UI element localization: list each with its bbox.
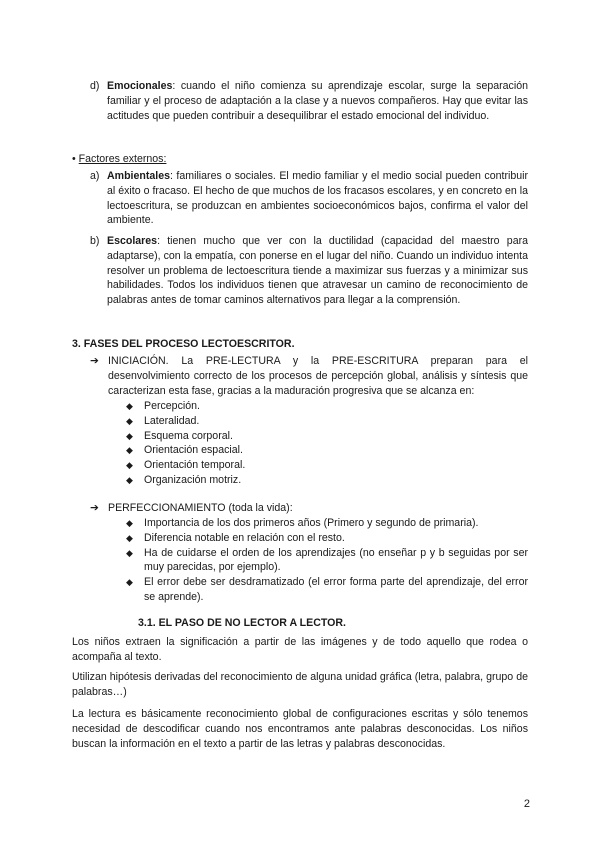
list-item (126, 399, 526, 414)
term-ambientales: Ambientales (107, 170, 170, 182)
diamond-icon: ◆ (126, 401, 133, 411)
item-text: Ha de cuidarse el orden de los aprendizajes (no enseñar p y b seguidas por ser muy parecidas, por ejemplo). (144, 546, 528, 574)
list-item (126, 443, 526, 458)
diamond-icon: ◆ (126, 474, 133, 485)
item-text: Lateralidad. (144, 414, 200, 427)
item-text: Esquema corporal. (144, 429, 233, 442)
phase-perfeccionamiento (90, 501, 528, 516)
item-text: El error debe ser desdramatizado (el error forma parte del aprendizaje, del error se aprende). (144, 576, 528, 603)
paragraph: Utilizan hipótesis derivadas del reconocimiento de alguna unidad gráfica (letra, palabra, grupo de palabras…) (72, 671, 528, 698)
phase-iniciacion (90, 354, 528, 398)
list-item (126, 414, 526, 429)
paragraph: Los niños extraen la significación a partir de las imágenes y de todo aquello que rodea o acompaña al texto. (72, 636, 528, 663)
diamond-icon: ◆ (126, 460, 133, 471)
list-item (126, 429, 526, 444)
list-marker: b) (90, 235, 100, 247)
list-item (126, 546, 528, 576)
list-item-ambientales (90, 169, 528, 228)
bullet-icon: • (72, 153, 76, 165)
diamond-icon: ◆ (126, 547, 133, 558)
list-item (126, 473, 526, 488)
list-item (126, 575, 528, 605)
list-marker: d) (90, 80, 100, 92)
diamond-icon: ◆ (126, 577, 133, 588)
item-text: : familiares o sociales. El medio familiar y el medio social pueden contribuir al éxito o fracaso. El hecho de que muchos de los fracasos escolares, y en concreto en la lectoescritura, se produzcan en ambientes socioeconómicos bajos, confirma el valor del ambiente. (107, 170, 528, 227)
term-emocionales: Emocionales (107, 80, 173, 92)
list-item-emocionales (90, 79, 528, 123)
diamond-icon: ◆ (126, 415, 133, 426)
list-marker: a) (90, 170, 100, 182)
item-text: Organización motriz. (144, 473, 242, 486)
list-item (126, 531, 528, 546)
item-text: : tienen mucho que ver con la ductilidad (capacidad del maestro para adaptarse), con la empatía, con ponerse en el lugar del niño. Cuando un individuo intenta resolver un problema de lectoescritura tiende a maximizar sus fuerzas y a minimizar sus habilidades. Todos los individuos tienen que atravesar un camino de reconocimiento de palabras antes de tomar caminos alternativos para llegar a la comprensión. (107, 235, 528, 307)
section-3-heading (72, 337, 295, 352)
diamond-icon: ◆ (126, 532, 133, 543)
paragraph: La lectura es básicamente reconocimiento global de configuraciones escritas y sólo tenemos necesidad de descodificar cuando nos encontramos ante palabras desconocidas. Los niños buscan la información en el texto a partir de las letras y palabras desconocidas. (72, 708, 528, 750)
list-item (126, 516, 528, 531)
heading-text: Factores externos: (78, 153, 167, 165)
external-factors-heading (72, 152, 166, 167)
arrow-icon: ➔ (90, 355, 99, 367)
heading-text: 3. FASES DEL PROCESO LECTOESCRITOR. (72, 338, 295, 350)
item-text: Orientación espacial. (144, 444, 243, 457)
diamond-icon: ◆ (126, 445, 133, 456)
diamond-icon: ◆ (126, 518, 133, 528)
term-escolares: Escolares (107, 235, 158, 247)
item-text: Importancia de los dos primeros años (Primero y segundo de primaria). (144, 517, 479, 529)
page-number: 2 (523, 798, 530, 810)
diamond-icon: ◆ (126, 430, 133, 441)
section-3-1-heading (138, 616, 346, 631)
arrow-icon: ➔ (90, 502, 99, 514)
item-text: Percepción. (144, 400, 200, 412)
heading-text: 3.1. EL PASO DE NO LECTOR A LECTOR. (138, 617, 346, 629)
item-text: Orientación temporal. (144, 459, 246, 472)
item-text: : cuando el niño comienza su aprendizaje escolar, surge la separación familiar y el proceso de adaptación a la clase y a nuevos compañeros. Hay que evitar las actitudes que pueden contribuir a desequilibrar el estado emocional del individuo. (107, 80, 528, 122)
list-item-escolares (90, 234, 528, 308)
phase-text: INICIACIÓN. La PRE-LECTURA y la PRE-ESCRITURA preparan para el desenvolvimiento correcto de los procesos de percepción global, análisis y síntesis que caracterizan esta fase, gracias a la maduración progresiva que se alcanza en: (108, 355, 528, 397)
perfeccionamiento-list (126, 516, 528, 605)
phase-text: PERFECCIONAMIENTO (toda la vida): (108, 502, 293, 514)
item-text: Diferencia notable en relación con el resto. (144, 531, 345, 544)
list-item (126, 458, 526, 473)
iniciacion-list (126, 399, 526, 488)
